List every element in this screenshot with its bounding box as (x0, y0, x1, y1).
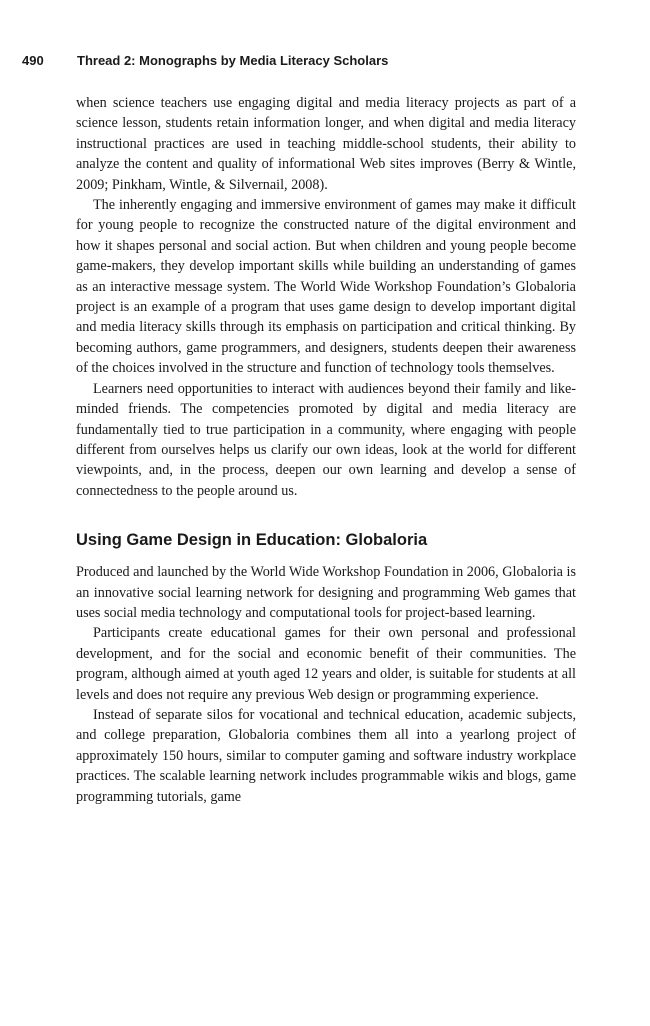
running-title: Thread 2: Monographs by Media Literacy Scholars (77, 53, 389, 68)
paragraph: Produced and launched by the World Wide Workshop Foundation in 2006, Globaloria is an innovative social learning network for designing and programming Web games that uses social media technology and computational tools for project-based learning. (76, 564, 576, 621)
body-text (76, 93, 576, 807)
paragraph: The inherently engaging and immersive environment of games may make it difficult for young people to recognize the constructed nature of the digital environment and how it shapes personal and social action. But when children and young people become game-makers, they develop important skills while building an understanding of games as an interactive message system. The World Wide Workshop Foundation’s Globaloria project is an example of a program that uses game design to develop important digital and media literacy skills through its emphasis on participation and critical thinking. By becoming authors, game programmers, and designers, students deepen their awareness of the choices involved in the structure and function of technology tools themselves. (76, 197, 576, 377)
paragraph: Learners need opportunities to interact with audiences beyond their family and like-minded friends. The competencies promoted by digital and media literacy are fundamentally tied to true participation in a community, where engaging with people different from ourselves helps us clarify our own ideas, look at the world for different viewpoints, and, in the process, deepen our own learning and develop a sense of connectedness to the people around us. (76, 380, 576, 499)
paragraph-continued: when science teachers use engaging digital and media literacy projects as part of a science lesson, students retain information longer, and when digital and media literacy instructional practices are used in teaching middle-school students, their ability to analyze the content and quality of informational Web sites improves (Berry & Wintle, 2009; Pinkham, Wintle, & Silvernail, 2008). (76, 95, 576, 193)
paragraph: Instead of separate silos for vocational and technical education, academic subjects, and college preparation, Globaloria combines them all into a yearlong project of approximately 150 hours, similar to computer gaming and software industry workplace practices. The scalable learning network includes programmable wikis and blogs, game programming tutorials, game (76, 706, 576, 805)
page-number: 490 (22, 53, 44, 68)
section-heading: Using Game Design in Education: Globaloria (76, 531, 428, 550)
paragraph: Participants create educational games for their own personal and professional development, and for the social and economic benefit of their communities. The program, although aimed at youth aged 12 years and older, is suitable for students at all levels and does not require any previous Web design or programming experience. (76, 625, 576, 703)
running-head (22, 52, 582, 70)
